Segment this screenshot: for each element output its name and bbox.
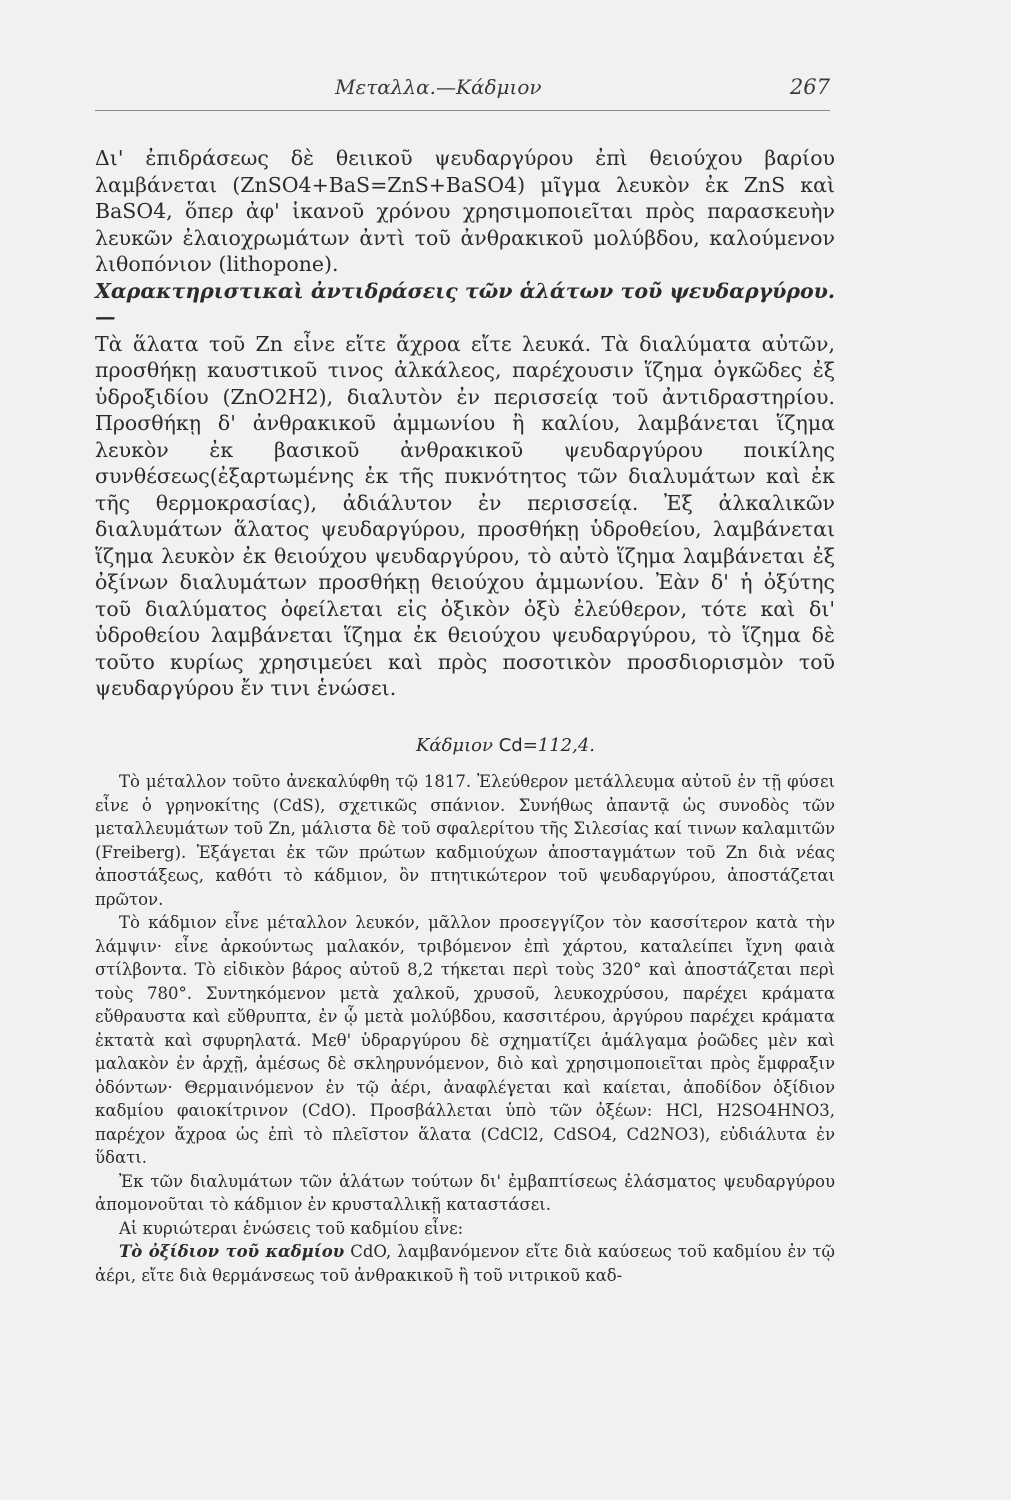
paragraph-cadmium-discovery: Τὸ μέταλλον τοῦτο ἀνεκαλύφθη τῷ 1817. Ἐλεύθερον μετάλλευμα αὐτοῦ ἐν τῇ φύσει εἶνε ὁ γρηνοκίτης (CdS), σχετικῶς σπάνιον. Συνήθως ἀπαντᾷ ὡς συνοδὸς τῶν μεταλλευμάτων τοῦ Zn, μάλιστα δὲ τοῦ σφαλερίτου τῆς Σιλεσίας καί τινων καλαμιτῶν (Freiberg). Ἐξάγεται ἐκ τῶν πρώτων καδμιούχων ἀποσταγμάτων τοῦ Zn διὰ νέας ἀποστάξεως, καθότι τὸ κάδμιον, ὂν πτητικώτερον τοῦ ψευδαργύρου, ἀποστάζεται πρῶτον. — [95, 772, 835, 909]
paragraph-cadmium-properties: Τὸ κάδμιον εἶνε μέταλλον λευκόν, μᾶλλον προσεγγίζον τὸν κασσίτερον κατὰ τὴν λάμψιν· εἶνε ἀρκούντως μαλακόν, τριβόμενον ἐπὶ χάρτου, καταλείπει ἴχνη φαιὰ στίλβοντα. Τὸ εἰδικὸν βάρος αὐτοῦ 8,2 τήκεται περὶ τοὺς 320° καὶ ἀποστάζεται περὶ τοὺς 780°. Συντηκόμενον μετὰ χαλκοῦ, χρυσοῦ, λευκοχρύσου, παρέχει κράματα εὔθραυστα καὶ εὔθρυπτα, ἐν ᾧ μετὰ μολύβδου, κασσιτέρου, ἀργύρου παρέχει κράματα ἐκτατὰ καὶ σφυρηλατά. Μεθ' ὑδραργύρου δὲ σχηματίζει ἀμάλγαμα ῥοῶδες μὲν καὶ μαλακὸν ἐν ἀρχῇ, ἀμέσως δὲ σκληρυνόμενον, διὸ καὶ χρησιμοποιεῖται πρὸς ἔμφραξιν ὀδόντων· Θερμαινόμενον ἐν τῷ ἀέρι, ἀναφλέγεται καὶ καίεται, ἀποδίδον ὀξίδιον καδμίου φαιοκίτρινον (CdO). Προσβάλλεται ὑπὸ τῶν ὀξέων: HCl, H2SO4HNO3, παρέχον ἄχροα ὡς ἐπὶ τὸ πλεῖστον ἅλατα (CdCl2, CdSO4, Cd2NO3), εὐδιάλυτα ἐν ὕδατι. — [95, 913, 835, 1167]
cadmium-oxide-text: CdO, λαμβανόμενον εἴτε διὰ καύσεως τοῦ καδμίου ἐν τῷ ἀέρι, εἴτε διὰ θερμάνσεως τοῦ ἀνθρακικοῦ ἢ τοῦ νιτρικοῦ καδ- — [95, 1242, 835, 1285]
zinc-section — [95, 145, 835, 702]
cadmium-atomic-weight: =112,4. — [522, 735, 596, 756]
cadmium-section — [95, 770, 835, 1287]
cadmium-symbol: Cd — [498, 735, 523, 756]
page-number: 267 — [789, 75, 830, 99]
cadmium-oxide-term: Τὸ ὀξίδιον τοῦ καδμίου — [119, 1242, 345, 1261]
cadmium-name: Κάδμιον — [415, 735, 493, 756]
header-rule — [95, 110, 830, 111]
running-header — [95, 75, 830, 109]
paragraph-lithopone: Δι' ἐπιδράσεως δὲ θειικοῦ ψευδαργύρου ἐπὶ θειούχου βαρίου λαμβάνεται (ZnSO4+BaS=ZnS+BaSO4) μῖγμα λευκὸν ἐκ ZnS καὶ BaSO4, ὅπερ ἀφ' ἱκανοῦ χρόνου χρησιμοποιεῖται πρὸς παρασκευὴν λευκῶν ἐλαιοχρωμάτων ἀντὶ τοῦ ἀνθρακικοῦ μολύβδου, καλούμενον λιθοπόνιον (lithopone). — [95, 146, 835, 276]
header-title: Μεταλλα.—Κάδμιον — [335, 75, 542, 99]
paragraph-cadmium-isolation: Ἐκ τῶν διαλυμάτων τῶν ἁλάτων τούτων δι' ἐμβαπτίσεως ἐλάσματος ψευδαργύρου ἀπομονοῦται τὸ κάδμιον ἐν κρυσταλλικῇ καταστάσει. — [95, 1171, 835, 1214]
paragraph-zinc-reactions: Τὰ ἅλατα τοῦ Zn εἶνε εἴτε ἄχροα εἴτε λευκά. Τὰ διαλύματα αὐτῶν, προσθήκῃ καυστικοῦ τινος ἀλκάλεος, παρέχουσιν ἵζημα ὀγκῶδες ἐξ ὑδροξιδίου (ZnO2H2), διαλυτὸν ἐν περισσείᾳ τοῦ ἀντιδραστηρίου. Προσθήκῃ δ' ἀνθρακικοῦ ἀμμωνίου ἢ καλίου, λαμβάνεται ἵζημα λευκὸν ἐκ βασικοῦ ἀνθρακικοῦ ψευδαργύρου ποικίλης συνθέσεως(ἐξαρτωμένης ἐκ τῆς πυκνότητος τῶν διαλυμάτων καὶ ἐκ τῆς θερμοκρασίας), ἀδιάλυτον ἐν περισσείᾳ. Ἐξ ἀλκαλικῶν διαλυμάτων ἅλατος ψευδαργύρου, προσθήκῃ ὑδροθείου, λαμβάνεται ἵζημα λευκὸν ἐκ θειούχου ψευδαργύρου, τὸ αὐτὸ ἵζημα λαμβάνεται ἐξ ὀξίνων διαλυμάτων προσθήκῃ θειούχου ἀμμωνίου. Ἐὰν δ' ἡ ὀξύτης τοῦ διαλύματος ὀφείλεται εἰς ὀξικὸν ὀξὺ ἐλεύθερον, τότε καὶ δι' ὑδροθείου λαμβάνεται ἵζημα ἐκ θειούχου ψευδαργύρου, τὸ ἵζημα δὲ τοῦτο κυρίως χρησιμεύει καὶ πρὸς ποσοτικὸν προσδιορισμὸν τοῦ ψευδαργύρου ἔν τινι ἑνώσει. — [95, 331, 835, 700]
paragraph-cadmium-compounds-intro: Αἱ κυριώτεραι ἑνώσεις τοῦ καδμίου εἶνε: — [119, 1218, 464, 1238]
paragraph-cadmium-oxide — [95, 1240, 835, 1287]
section-heading-zinc-reactions: Χαρακτηριστικαὶ ἀντιδράσεις τῶν ἁλάτων τοῦ ψευδαργύρου.— — [95, 278, 835, 329]
cadmium-heading — [0, 735, 1011, 756]
